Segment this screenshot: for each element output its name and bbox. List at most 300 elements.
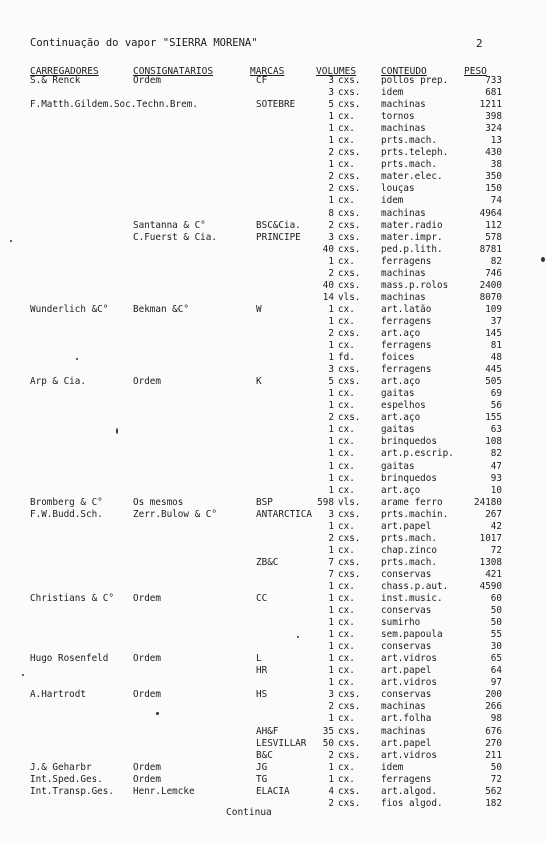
row-volume-unit: cxs. [338, 231, 361, 243]
row-consignatario: Ordem [133, 376, 161, 388]
row-peso: 97 [490, 677, 502, 689]
row-peso: 74 [490, 195, 502, 207]
row-conteudo: prts.teleph. [381, 147, 449, 159]
manifest-row [0, 111, 546, 123]
manifest-row [0, 485, 546, 497]
row-volume-count: 5 [328, 99, 334, 111]
row-carregador: Int.Sped.Ges. [30, 773, 103, 785]
row-volume-unit: cx. [338, 580, 355, 592]
row-marca: B&C [256, 749, 273, 761]
scan-speck [156, 712, 159, 715]
row-peso: 4964 [479, 207, 502, 219]
row-volume-count: 2 [328, 171, 334, 183]
manifest-row [0, 533, 546, 545]
scan-speck [541, 257, 545, 262]
row-consignatario: Zerr.Bulow & C° [133, 508, 217, 520]
row-volume-count: 1 [328, 605, 334, 617]
row-volume-count: 1 [328, 713, 334, 725]
row-volume-unit: cxs. [338, 556, 361, 568]
row-conteudo: ferragens [381, 340, 432, 352]
row-volume-unit: cx. [338, 111, 355, 123]
row-peso: 47 [490, 460, 502, 472]
row-conteudo: art.papel [381, 737, 432, 749]
row-conteudo: prts.mach. [381, 135, 437, 147]
row-conteudo: conservas [381, 641, 432, 653]
row-volume-count: 1 [328, 340, 334, 352]
manifest-row [0, 87, 546, 99]
manifest-row [0, 123, 546, 135]
row-conteudo: gaitas [381, 388, 415, 400]
row-peso: 350 [485, 171, 502, 183]
row-volume-count: 3 [328, 364, 334, 376]
row-consignatario: Santanna & C° [133, 219, 206, 231]
row-volume-unit: cxs. [338, 99, 361, 111]
row-conteudo: louças [381, 183, 415, 195]
row-volume-unit: cx. [338, 388, 355, 400]
row-peso: 676 [485, 725, 502, 737]
row-peso: 37 [490, 315, 502, 327]
manifest-row [0, 376, 546, 388]
row-peso: 60 [490, 593, 502, 605]
row-consignatario: Os mesmos [133, 496, 184, 508]
row-conteudo: machinas [381, 207, 426, 219]
row-conteudo: machinas [381, 701, 426, 713]
manifest-row [0, 352, 546, 364]
row-volume-unit: cx. [338, 448, 355, 460]
header-marcas: MARCAS [250, 66, 285, 77]
row-marca: BSP [256, 496, 273, 508]
row-volume-unit: cxs. [338, 797, 361, 809]
manifest-row [0, 99, 546, 111]
row-peso: 64 [490, 665, 502, 677]
row-peso: 733 [485, 75, 502, 86]
manifest-row [0, 159, 546, 171]
row-peso: 13 [490, 135, 502, 147]
manifest-row [0, 220, 546, 232]
row-peso: 8070 [479, 291, 502, 303]
row-consignatario: Bekman &C° [133, 303, 189, 315]
row-volume-count: 1 [328, 653, 334, 665]
row-peso: 270 [485, 737, 502, 749]
manifest-row [0, 328, 546, 340]
row-volume-count: 1 [328, 629, 334, 641]
row-marca: K [256, 376, 262, 388]
row-marca: ZB&C [256, 556, 279, 568]
row-carregador: F.W.Budd.Sch. [30, 508, 103, 520]
row-volume-unit: cxs. [338, 147, 361, 159]
manifest-row [0, 629, 546, 641]
row-conteudo: ferragens [381, 315, 432, 327]
row-volume-count: 1 [328, 472, 334, 484]
row-conteudo: idem [381, 195, 404, 207]
row-conteudo: idem [381, 761, 404, 773]
manifest-row [0, 569, 546, 581]
row-peso: 681 [485, 87, 502, 99]
row-volume-unit: cx. [338, 135, 355, 147]
row-volume-count: 3 [328, 75, 334, 86]
row-volume-count: 1 [328, 484, 334, 496]
row-volume-unit: fd. [338, 352, 355, 364]
row-consignatario: Henr.Lemcke [133, 785, 195, 797]
manifest-row [0, 653, 546, 665]
row-volume-count: 8 [328, 207, 334, 219]
row-peso: 145 [485, 327, 502, 339]
row-volume-unit: cx. [338, 303, 355, 315]
row-conteudo: mass.p.rolos [381, 279, 449, 291]
row-peso: 211 [485, 749, 502, 761]
row-peso: 48 [490, 352, 502, 364]
row-volume-unit: cxs. [338, 243, 361, 255]
row-volume-count: 2 [328, 701, 334, 713]
manifest-row [0, 208, 546, 220]
row-consignatario: Ordem [133, 653, 161, 665]
row-volume-unit: cx. [338, 653, 355, 665]
row-volume-unit: cx. [338, 159, 355, 171]
row-conteudo: art.aço [381, 327, 421, 339]
row-peso: 267 [485, 508, 502, 520]
row-volume-count: 2 [328, 219, 334, 231]
row-peso: 8781 [479, 243, 502, 255]
row-consignatario: Ordem [133, 593, 161, 605]
row-volume-count: 2 [328, 412, 334, 424]
row-conteudo: machinas [381, 123, 426, 135]
row-conteudo: arame ferro [381, 496, 443, 508]
row-volume-count: 1 [328, 159, 334, 171]
row-volume-count: 7 [328, 556, 334, 568]
row-volume-count: 40 [322, 279, 334, 291]
row-consignatario: Ordem [133, 761, 161, 773]
row-peso: 430 [485, 147, 502, 159]
manifest-row [0, 244, 546, 256]
row-volume-unit: cx. [338, 195, 355, 207]
row-peso: 72 [490, 773, 502, 785]
row-volume-unit: cx. [338, 472, 355, 484]
row-marca: ELACIA [256, 785, 290, 797]
scan-speck [297, 636, 299, 638]
row-peso: 155 [485, 412, 502, 424]
row-peso: 38 [490, 159, 502, 171]
row-volume-count: 1 [328, 773, 334, 785]
row-volume-unit: cxs. [338, 737, 361, 749]
row-volume-count: 1 [328, 123, 334, 135]
row-volume-count: 598 [317, 496, 334, 508]
row-conteudo: ferragens [381, 255, 432, 267]
row-volume-count: 14 [322, 291, 334, 303]
row-conteudo: prts.machin. [381, 508, 449, 520]
manifest-row [0, 677, 546, 689]
manifest-row [0, 509, 546, 521]
row-marca: PRINCIPE [256, 231, 301, 243]
row-volume-count: 2 [328, 327, 334, 339]
row-carregador: S.& Renck [30, 75, 81, 86]
row-peso: 445 [485, 364, 502, 376]
row-peso: 50 [490, 617, 502, 629]
row-volume-count: 1 [328, 255, 334, 267]
manifest-row [0, 726, 546, 738]
row-conteudo: gaitas [381, 460, 415, 472]
row-volume-unit: cx. [338, 665, 355, 677]
row-peso: 93 [490, 472, 502, 484]
row-peso: 69 [490, 388, 502, 400]
row-peso: 108 [485, 436, 502, 448]
row-volume-unit: cx. [338, 400, 355, 412]
row-peso: 1017 [479, 532, 502, 544]
row-conteudo: art.papel [381, 665, 432, 677]
row-volume-unit: cx. [338, 520, 355, 532]
row-volume-count: 1 [328, 641, 334, 653]
manifest-row [0, 497, 546, 509]
row-peso: 746 [485, 267, 502, 279]
row-consignatario: Ordem [133, 773, 161, 785]
row-volume-unit: cxs. [338, 749, 361, 761]
manifest-row [0, 183, 546, 195]
row-conteudo: tornos [381, 111, 415, 123]
row-peso: 56 [490, 400, 502, 412]
manifest-row [0, 135, 546, 147]
row-volume-unit: cxs. [338, 183, 361, 195]
row-conteudo: mater.radio [381, 219, 443, 231]
manifest-row [0, 340, 546, 352]
manifest-row [0, 316, 546, 328]
row-volume-unit: cx. [338, 629, 355, 641]
row-conteudo: machinas [381, 725, 426, 737]
manifest-row [0, 473, 546, 485]
row-marca: AH&F [256, 725, 279, 737]
row-peso: 398 [485, 111, 502, 123]
row-volume-unit: cxs. [338, 568, 361, 580]
row-volume-count: 1 [328, 135, 334, 147]
scan-speck [10, 240, 12, 242]
row-volume-unit: cxs. [338, 219, 361, 231]
row-peso: 2400 [479, 279, 502, 291]
row-volume-count: 35 [322, 725, 334, 737]
row-peso: 82 [490, 448, 502, 460]
manifest-row [0, 581, 546, 593]
manifest-row [0, 364, 546, 376]
row-peso: 65 [490, 653, 502, 665]
row-peso: 98 [490, 713, 502, 725]
manifest-row [0, 701, 546, 713]
row-volume-count: 2 [328, 797, 334, 809]
row-conteudo: sumirho [381, 617, 421, 629]
row-volume-unit: cxs. [338, 171, 361, 183]
row-peso: 24180 [474, 496, 502, 508]
manifest-row [0, 292, 546, 304]
row-peso: 10 [490, 484, 502, 496]
row-peso: 324 [485, 123, 502, 135]
row-volume-unit: cxs. [338, 508, 361, 520]
row-volume-count: 1 [328, 448, 334, 460]
row-conteudo: prts.mach. [381, 159, 437, 171]
row-volume-unit: cx. [338, 677, 355, 689]
row-marca: HS [256, 689, 268, 701]
row-volume-unit: cxs. [338, 532, 361, 544]
manifest-row [0, 400, 546, 412]
row-volume-unit: cxs. [338, 279, 361, 291]
row-volume-count: 1 [328, 303, 334, 315]
scan-speck [76, 358, 78, 360]
row-peso: 82 [490, 255, 502, 267]
row-peso: 1211 [479, 99, 502, 111]
row-volume-count: 1 [328, 677, 334, 689]
manifest-row [0, 738, 546, 750]
row-volume-count: 1 [328, 388, 334, 400]
row-volume-unit: cx. [338, 605, 355, 617]
row-volume-count: 1 [328, 544, 334, 556]
row-conteudo: art.aço [381, 484, 421, 496]
row-volume-count: 2 [328, 532, 334, 544]
row-volume-unit: cx. [338, 315, 355, 327]
row-conteudo: mater.elec. [381, 171, 443, 183]
row-conteudo: conservas [381, 689, 432, 701]
manifest-row [0, 762, 546, 774]
row-carregador: Hugo Rosenfeld [30, 653, 109, 665]
manifest-row [0, 147, 546, 159]
manifest-row [0, 436, 546, 448]
row-peso: 50 [490, 761, 502, 773]
row-volume-count: 40 [322, 243, 334, 255]
row-peso: 72 [490, 544, 502, 556]
row-conteudo: inst.music. [381, 593, 443, 605]
row-volume-unit: cxs. [338, 364, 361, 376]
row-volume-count: 1 [328, 315, 334, 327]
manifest-row [0, 605, 546, 617]
row-volume-unit: cx. [338, 761, 355, 773]
row-peso: 150 [485, 183, 502, 195]
row-volume-unit: cx. [338, 436, 355, 448]
row-volume-unit: cx. [338, 424, 355, 436]
row-volume-unit: cxs. [338, 725, 361, 737]
document-title: Continuação do vapor "SIERRA MORENA" [30, 37, 258, 49]
row-volume-unit: cxs. [338, 327, 361, 339]
row-volume-count: 1 [328, 520, 334, 532]
row-volume-unit: cx. [338, 544, 355, 556]
row-volume-count: 2 [328, 267, 334, 279]
row-carregador: Int.Transp.Ges. [30, 785, 114, 797]
row-conteudo: conservas [381, 605, 432, 617]
row-volume-unit: cxs. [338, 267, 361, 279]
row-carregador: Wunderlich &C° [30, 303, 109, 315]
row-volume-unit: cxs. [338, 785, 361, 797]
row-marca: CC [256, 593, 268, 605]
row-marca: L [256, 653, 262, 665]
row-conteudo: foices [381, 352, 415, 364]
row-conteudo: ped.p.lith. [381, 243, 443, 255]
row-volume-unit: cx. [338, 773, 355, 785]
row-peso: 55 [490, 629, 502, 641]
row-volume-count: 7 [328, 568, 334, 580]
row-volume-unit: cxs. [338, 207, 361, 219]
row-conteudo: art.latão [381, 303, 432, 315]
manifest-row [0, 280, 546, 292]
manifest-row [0, 424, 546, 436]
manifest-row [0, 557, 546, 569]
manifest-row [0, 75, 546, 87]
manifest-row [0, 388, 546, 400]
row-volume-count: 3 [328, 689, 334, 701]
row-marca: BSC&Cia. [256, 219, 301, 231]
row-conteudo: prts.mach. [381, 532, 437, 544]
manifest-row [0, 641, 546, 653]
row-peso: 42 [490, 520, 502, 532]
footer-continua: Continua [226, 807, 272, 818]
manifest-row [0, 786, 546, 798]
row-carregador: J.& Geharbr [30, 761, 92, 773]
scan-speck [22, 674, 24, 676]
row-peso: 182 [485, 797, 502, 809]
row-conteudo: art.aço [381, 376, 421, 388]
row-conteudo: brinquedos [381, 472, 437, 484]
row-conteudo: art.papel [381, 520, 432, 532]
row-peso: 63 [490, 424, 502, 436]
row-peso: 112 [485, 219, 502, 231]
row-peso: 505 [485, 376, 502, 388]
row-volume-count: 4 [328, 785, 334, 797]
row-volume-count: 1 [328, 761, 334, 773]
row-peso: 421 [485, 568, 502, 580]
row-volume-unit: cxs. [338, 376, 361, 388]
row-marca: ANTARCTICA [256, 508, 312, 520]
row-conteudo: idem [381, 87, 404, 99]
scan-speck [116, 428, 118, 434]
manifest-row [0, 448, 546, 460]
row-peso: 81 [490, 340, 502, 352]
row-volume-count: 1 [328, 400, 334, 412]
row-carregador: Bromberg & C° [30, 496, 103, 508]
row-conteudo: sem.papoula [381, 629, 443, 641]
row-carregador: A.Hartrodt [30, 689, 86, 701]
row-volume-count: 1 [328, 617, 334, 629]
row-volume-count: 1 [328, 195, 334, 207]
row-marca: SOTEBRE [256, 99, 296, 111]
row-volume-unit: cx. [338, 123, 355, 135]
row-conteudo: mater.impr. [381, 231, 443, 243]
manifest-row [0, 521, 546, 533]
header-volumes: VOLUMES [316, 66, 357, 77]
manifest-row [0, 665, 546, 677]
row-volume-unit: cx. [338, 340, 355, 352]
row-volume-count: 1 [328, 424, 334, 436]
row-peso: 200 [485, 689, 502, 701]
manifest-rows [0, 75, 546, 810]
row-conteudo: art.vidros [381, 677, 437, 689]
manifest-row [0, 256, 546, 268]
row-volume-count: 3 [328, 231, 334, 243]
page-number: 2 [476, 37, 483, 50]
row-peso: 30 [490, 641, 502, 653]
row-conteudo: art.folha [381, 713, 432, 725]
row-marca: LESVILLAR [256, 737, 307, 749]
row-volume-unit: cx. [338, 255, 355, 267]
manifest-row [0, 750, 546, 762]
row-volume-unit: cx. [338, 593, 355, 605]
manifest-row [0, 617, 546, 629]
row-conteudo: brinquedos [381, 436, 437, 448]
row-volume-count: 5 [328, 376, 334, 388]
manifest-row [0, 195, 546, 207]
row-volume-unit: cx. [338, 617, 355, 629]
row-conteudo: art.p.escrip. [381, 448, 454, 460]
manifest-row [0, 713, 546, 725]
row-volume-count: 3 [328, 87, 334, 99]
row-peso: 578 [485, 231, 502, 243]
row-volume-count: 1 [328, 593, 334, 605]
manifest-row [0, 412, 546, 424]
row-volume-unit: cxs. [338, 412, 361, 424]
row-volume-count: 2 [328, 749, 334, 761]
row-conteudo: pollos prep. [381, 75, 449, 86]
row-volume-count: 1 [328, 665, 334, 677]
